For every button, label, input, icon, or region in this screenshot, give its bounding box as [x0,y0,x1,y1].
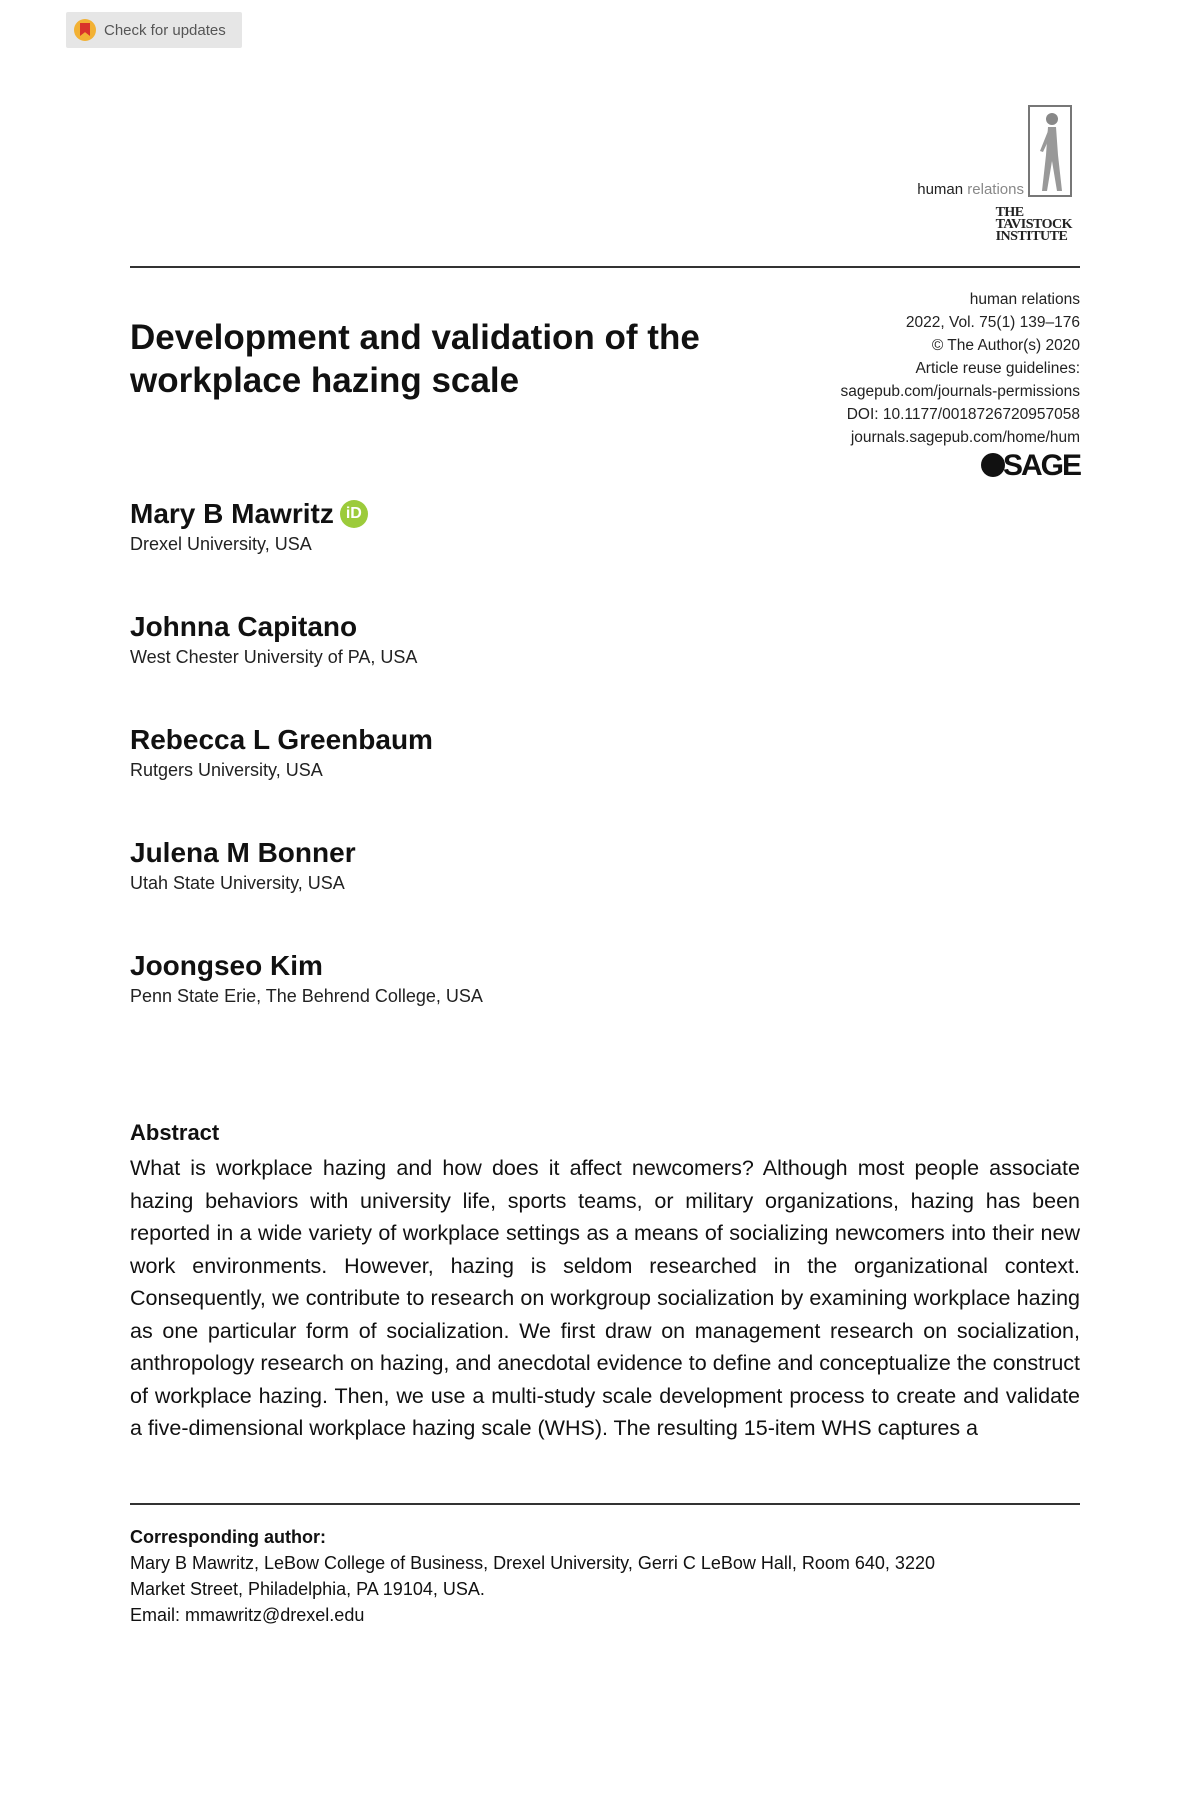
author-affiliation: West Chester University of PA, USA [130,647,418,667]
abstract-body: What is workplace hazing and how does it affect newcomers? Although most people associate hazing behaviors with university life, sports teams, or military organizations, hazing has been reported in a wide variety of workplace settings as a means of socializing newcomers into their new work environments. However, hazing is seldom researched in the organizational context. Consequently, we contribute to research on workgroup socialization by examining workplace hazing as one particular form of socialization. We first draw on management research on socialization, anthropology research on hazing, and anecdotal evidence to define and conceptualize the construct of workplace hazing. Then, we use a multi-study scale development process to create and validate a five-dimensional workplace hazing scale (WHS). The resulting 15-item WHS captures a [130,1156,1080,1440]
meta-doi[interactable]: DOI: 10.1177/0018726720957058 [846,406,1080,423]
author-entry [130,611,483,724]
corresponding-author [130,1524,1080,1628]
orcid-icon[interactable]: iD [340,500,368,528]
author-entry [130,498,483,611]
tavistock-line-2: TAVISTOCK [995,217,1072,232]
corresponding-heading: Corresponding author: [130,1527,326,1547]
article-title: Development and validation of the workplace hazing scale [130,318,700,400]
author-name: Joongseo Kim [130,950,323,981]
abstract-section [130,1120,1080,1445]
author-entry [130,950,483,1063]
author-name: Johnna Capitano [130,611,358,642]
author-affiliation: Penn State Erie, The Behrend College, USA [130,986,483,1006]
author-affiliation: Utah State University, USA [130,873,345,893]
walking-figure-icon [1028,105,1072,197]
abstract-heading: Abstract [130,1120,220,1145]
author-name [130,498,483,530]
author-entry [130,837,483,950]
bookmark-icon [74,19,96,41]
journal-wordmark-bold: human [917,181,964,198]
journal-wordmark-light: relations [967,181,1024,198]
author-affiliation: Drexel University, USA [130,534,312,554]
journal-wordmark [917,181,1024,198]
check-for-updates-button[interactable] [66,12,242,48]
footnote-divider [130,1503,1080,1505]
sage-mark-icon [981,453,1005,477]
corresponding-address-line-2: Market Street, Philadelphia, PA 19104, USA. [130,1579,485,1599]
meta-reuse-link[interactable]: sagepub.com/journals-permissions [840,383,1080,400]
meta-copyright: © The Author(s) 2020 [931,337,1080,354]
top-divider [130,266,1080,268]
sage-logo [840,448,1080,482]
meta-journal-link[interactable]: journals.sagepub.com/home/hum [850,429,1080,446]
author-name: Julena M Bonner [130,837,356,868]
tavistock-logo [996,207,1072,243]
author-name: Rebecca L Greenbaum [130,724,433,755]
corresponding-address-line-1: Mary B Mawritz, LeBow College of Business, Drexel University, Gerri C LeBow Hall, Room 640, 3220 [130,1553,935,1573]
author-entry [130,724,483,837]
author-list [130,498,483,1063]
article-metadata [840,288,1080,482]
tavistock-line-3: INSTITUTE [995,229,1068,244]
meta-reuse-label: Article reuse guidelines: [915,360,1080,377]
sage-wordmark: SAGE [1002,448,1080,482]
corresponding-email[interactable]: Email: mmawritz@drexel.edu [130,1605,365,1625]
check-for-updates-label: Check for updates [104,21,226,39]
author-affiliation: Rutgers University, USA [130,760,323,780]
meta-volume: 2022, Vol. 75(1) 139–176 [905,314,1080,331]
tavistock-line-1: THE [995,205,1024,220]
meta-journal: human relations [969,291,1080,308]
journal-logo [832,105,1072,245]
author-name-text: Mary B Mawritz [130,498,334,529]
